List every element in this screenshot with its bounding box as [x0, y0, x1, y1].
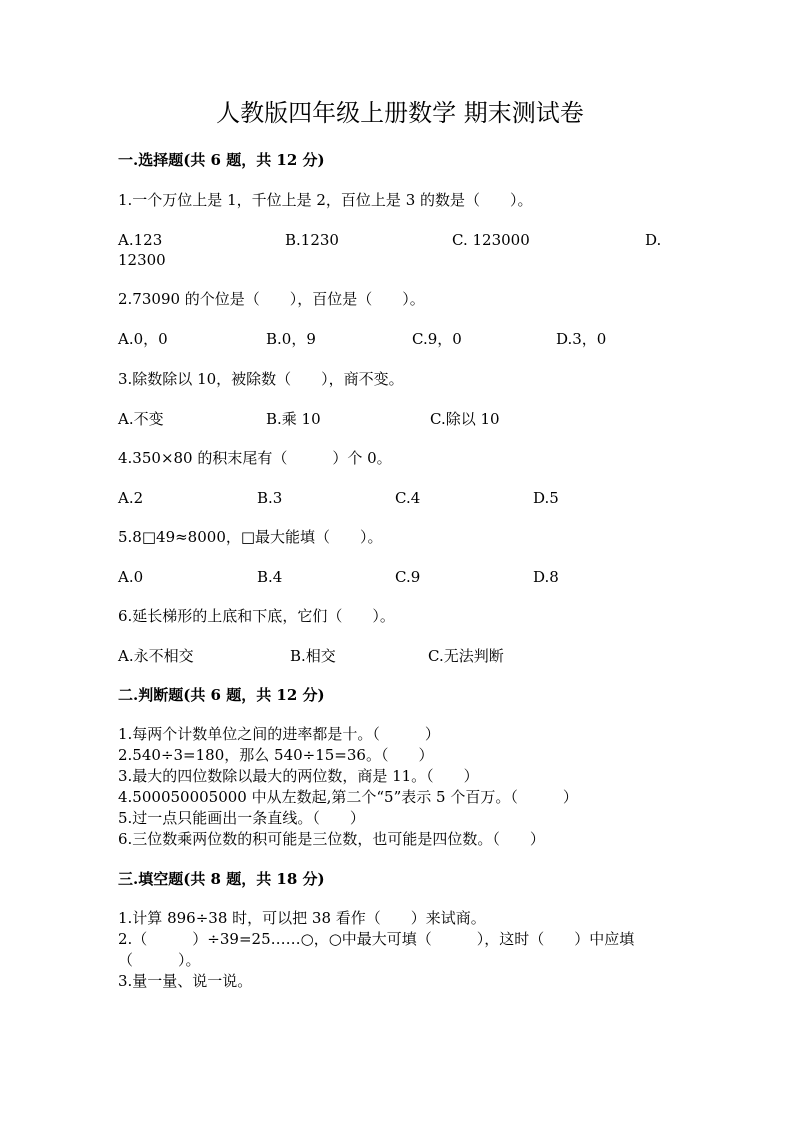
- question-stem: 5.8□49≈8000，□最大能填（ ）。: [118, 528, 383, 546]
- option: D.3，0: [556, 330, 607, 348]
- question-stem: 4.350×80 的积末尾有（ ）个 0。: [118, 449, 392, 467]
- option: B.1230: [285, 231, 339, 249]
- judgment-item: 3.最大的四位数除以最大的两位数，商是 11。（ ）: [118, 767, 479, 785]
- option: C.9: [395, 568, 421, 586]
- fill-item: 1.计算 896÷38 时，可以把 38 看作（ ）来试商。: [118, 909, 486, 927]
- option: C.除以 10: [430, 410, 500, 428]
- option: A.2: [118, 489, 144, 507]
- option: D.5: [533, 489, 559, 507]
- section-heading: 一.选择题(共 6 题，共 12 分): [118, 151, 325, 169]
- page-title: 人教版四年级上册数学 期末测试卷: [216, 99, 584, 127]
- option: C. 123000: [452, 231, 530, 249]
- judgment-item: 1.每两个计数单位之间的进率都是十。（ ）: [118, 725, 440, 743]
- option: 12300: [118, 251, 166, 269]
- question-stem: 3.除数除以 10，被除数（ ），商不变。: [118, 370, 404, 388]
- option: B.乘 10: [266, 410, 321, 428]
- option: B.4: [257, 568, 283, 586]
- option: A.123: [118, 231, 163, 249]
- option: C.4: [395, 489, 421, 507]
- option: B.相交: [290, 647, 336, 665]
- option: A.0: [118, 568, 144, 586]
- question-stem: 2.73090 的个位是（ ），百位是（ ）。: [118, 290, 425, 308]
- option: D.: [645, 231, 662, 249]
- judgment-item: 5.过一点只能画出一条直线。（ ）: [118, 809, 365, 827]
- option: C.无法判断: [428, 647, 504, 665]
- fill-item: （ ）。: [118, 951, 201, 969]
- option: B.3: [257, 489, 283, 507]
- option: A.不变: [118, 410, 164, 428]
- judgment-item: 2.540÷3=180，那么 540÷15=36。（ ）: [118, 746, 434, 764]
- option: A.0，0: [118, 330, 168, 348]
- option: D.8: [533, 568, 559, 586]
- section-heading: 三.填空题(共 8 题，共 18 分): [118, 870, 325, 888]
- fill-item: 2.（ ）÷39=25……○，○中最大可填（ ），这时（ ）中应填: [118, 930, 635, 948]
- option: A.永不相交: [118, 647, 194, 665]
- judgment-item: 6.三位数乘两位数的积可能是三位数，也可能是四位数。（ ）: [118, 830, 545, 848]
- option: B.0，9: [266, 330, 316, 348]
- question-stem: 1.一个万位上是 1，千位上是 2，百位上是 3 的数是（ ）。: [118, 191, 533, 209]
- option: C.9，0: [412, 330, 462, 348]
- section-heading: 二.判断题(共 6 题，共 12 分): [118, 686, 325, 704]
- fill-item: 3.量一量、说一说。: [118, 972, 253, 990]
- question-stem: 6.延长梯形的上底和下底，它们（ ）。: [118, 607, 395, 625]
- judgment-item: 4.500050005000 中从左数起,第二个“5”表示 5 个百万。（ ）: [118, 788, 578, 806]
